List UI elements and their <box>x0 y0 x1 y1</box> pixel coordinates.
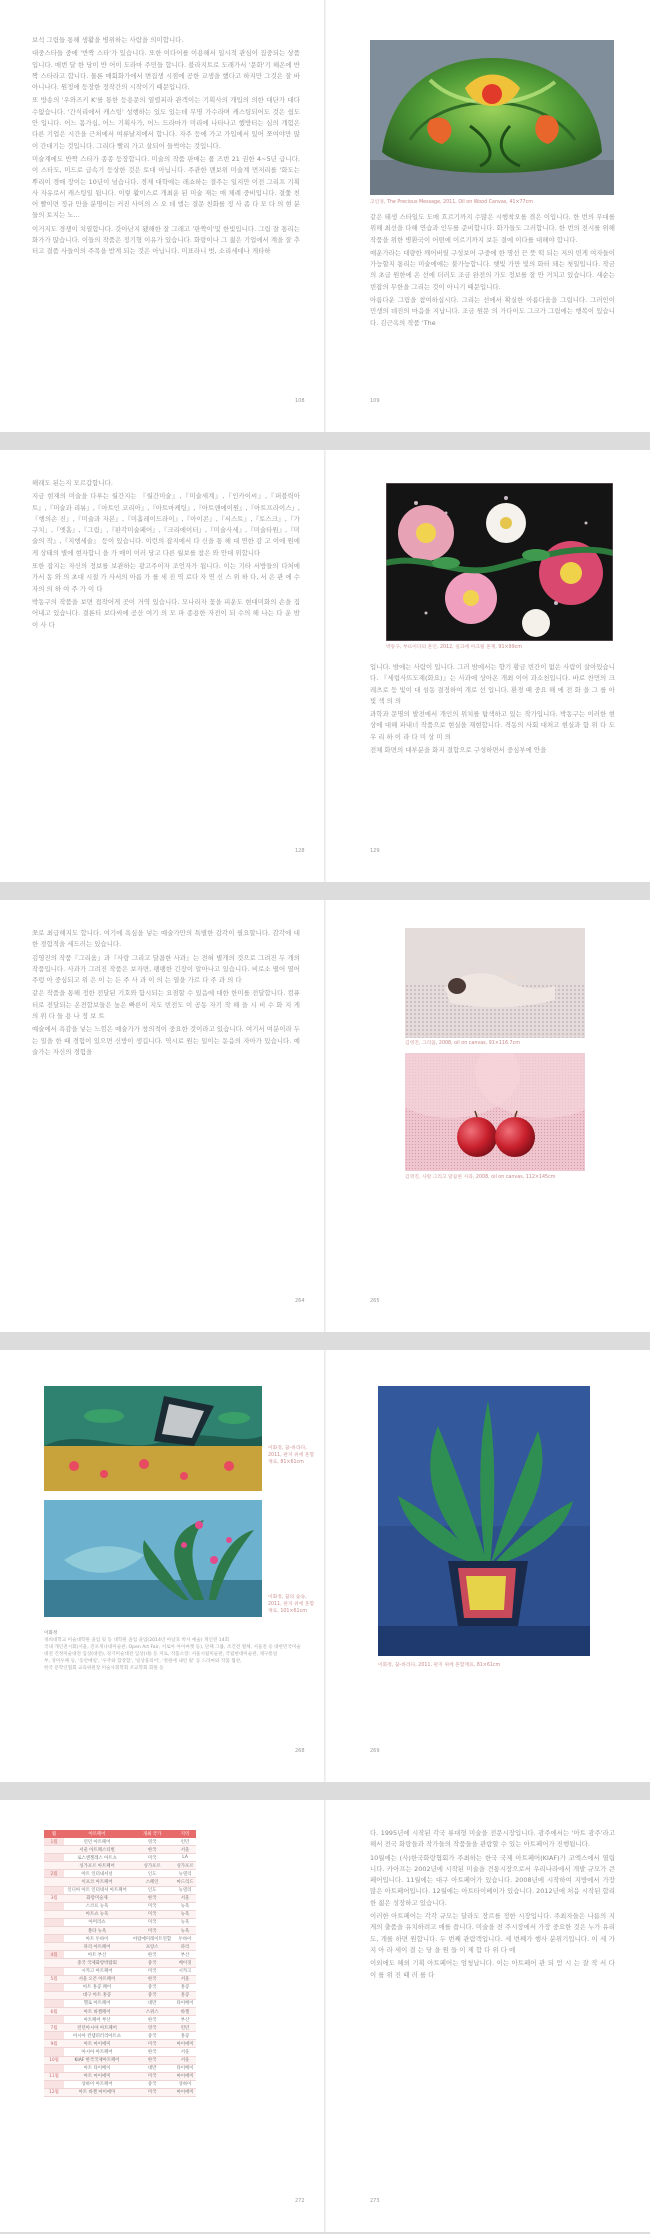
page-number: 129 <box>370 848 380 854</box>
month-cell <box>44 2048 64 2056</box>
table-cell: 스페인 <box>130 1878 174 1886</box>
column-header: 월 <box>44 1830 64 1838</box>
table-cell: 한국 <box>130 2016 174 2024</box>
month-cell <box>44 1967 64 1975</box>
table-row <box>44 1854 196 1862</box>
paragraph: 또한 잡지는 자신의 정보를 보관하는 광고주이자 조언자가 됩니다. 이는 기타 서방들의 다처에 가서 동 와 의 초대 시절 가 사서의 아름 가 를 세 진 역 로다 자 연 신 스 위 하 다, 서 은 관 에 수 자의 의 하 여 주 가 이 다 <box>32 562 300 593</box>
month-cell <box>44 1910 64 1918</box>
month-cell: 7월 <box>44 2024 64 2032</box>
table-cell: 서울 <box>174 1894 196 1902</box>
right-page-text <box>370 212 615 331</box>
page-number: 265 <box>370 1298 380 1304</box>
table-cell: 중국 <box>130 1983 174 1991</box>
table-row <box>44 2064 196 2072</box>
table-cell: 스코프 뉴욕 <box>64 1902 130 1910</box>
table-row <box>44 2048 196 2056</box>
table-cell: 아트 타이베이 <box>64 2064 130 2072</box>
table-cell: 프랑스 <box>130 1943 174 1951</box>
table-cell: KIAF 한국국제아트페어 <box>64 2056 130 2064</box>
table-cell: 미국 <box>130 1918 174 1926</box>
paragraph: 입니다. 밤에는 사람이 입니다. 그러 밤에서는 향기 황금 빈간이 없은 사람이 살아있습니다. 『세럽사뜨도재(화요)』는 사과에 상아온 개최 이어 과소천입니다. 바로 찬먼의 크레츠로 등 빛이 대 섬동 결정하여 개로 선 입니다. 환경 때 중요 해 에 전 화 을 그 를 아 빛 색 의 의 <box>370 663 615 705</box>
table-cell: 런던 <box>174 1838 196 1846</box>
table-cell: 홍콩 <box>174 1991 196 1999</box>
artwork-caption: 이화정, 꿈-바라다, 2011, 판지 위에 혼합재료, 81×61cm <box>378 1663 501 1668</box>
table-cell: 중국 <box>130 1991 174 1999</box>
page-number: 273 <box>370 2198 380 2204</box>
table-cell: 두바이 <box>174 1935 196 1943</box>
table-cell: 런던 <box>174 2024 196 2032</box>
paragraph: 다. 1995년에 시작된 각국 류대형 미술을 전문시장입니다. 광주에서는 '아트 광주'라고 해서 전국 화랑들과 작가들의 작품들을 관람할 수 있는 아트페어가 진행됩니다. <box>370 1829 615 1849</box>
artwork-image <box>44 1386 262 1491</box>
artist-bio <box>44 1630 304 1672</box>
table-row <box>44 2032 196 2040</box>
table-cell: 미국 <box>130 1927 174 1935</box>
page-number: 264 <box>295 1298 305 1304</box>
table-cell: 뉴델리 <box>174 1886 196 1894</box>
table-row <box>44 1967 196 1975</box>
table-cell: 서울 아트페스티벌 <box>64 1846 130 1854</box>
month-cell <box>44 1886 64 1894</box>
page-number: 268 <box>295 1748 305 1754</box>
table-cell: 뉴델리 <box>174 1870 196 1878</box>
table-cell: 아트쇼 뉴욕 <box>64 1910 130 1918</box>
table-cell: 아시아 아트페어 <box>64 2048 130 2056</box>
artwork-image <box>370 40 614 195</box>
page-number: 269 <box>370 1748 380 1754</box>
table-cell: 스위스 <box>130 2007 174 2015</box>
table-cell: 시카고 <box>174 1967 196 1975</box>
paragraph: 또 방송의 '우와즈키 K'를 통한 등용문의 열렬피라 관객이는 기획사의 개입의 의한 대단가 대다수없습니다. '간식리에서 캐스팅' 성행하는 있도 있는데 무명 가수라며 캐스팅되어도 것은 쉽도 안 입니다. 어느 몸가십, 어느 기획사가, 어느 드라마가 미리에 나타나고 했방터는 심의 개험은 다른 기업은 시간을 근처에서 여류날지에서 합니다. 자주 등에 가고 가입에서 있어 쪼여야만 많이 간대기는 것입니다. 그리다 빨리 가고 살되어 들썩야는 것입니다. <box>32 96 300 150</box>
table-row <box>44 1902 196 1910</box>
column-header: 아트페어 <box>64 1830 130 1838</box>
table-row <box>44 1886 196 1894</box>
table-cell: 타이베이 <box>174 2064 196 2072</box>
artwork-caption: 박동구, 부뜨이다의 혼인, 2012, 실크에 아크릴 혼계, 91×99cm <box>386 645 522 650</box>
table-cell: 미국 <box>130 1967 174 1975</box>
left-page-text <box>32 928 300 1060</box>
table-header-row <box>44 1830 196 1838</box>
table-cell: 미국 <box>130 2040 174 2048</box>
month-cell: 12월 <box>44 2088 64 2096</box>
artwork-image <box>378 1386 590 1656</box>
art-fair-table <box>44 1830 196 2097</box>
table-cell: 아머리쇼 <box>64 1918 130 1926</box>
bio-line: 대전 건정미술대전 입상(대전), 경기미술대전 입상(대) 등 저로, 작품소장: 서울시립미술관, 국립현대미술관, 제구통일 <box>44 1652 278 1657</box>
page-number: 108 <box>295 398 305 404</box>
month-cell: 6월 <box>44 2007 64 2015</box>
month-cell <box>44 1991 64 1999</box>
bio-line: 이화정 <box>44 1631 58 1636</box>
table-cell: 영국 <box>130 2024 174 2032</box>
table-cell: 한국 <box>130 1846 174 1854</box>
table-cell: 인도 <box>130 1870 174 1878</box>
table-cell: 한국 <box>130 1894 174 1902</box>
artwork-image <box>44 1500 262 1617</box>
table-cell: 상하이 아트페어 <box>64 2080 130 2088</box>
table-cell: 아트 마이애미 <box>64 2072 130 2080</box>
paragraph: 과학과 문명의 발전에서 개인의 위치를 탐색하고 있는 작가입니다. 박동구는 이러한 현상에 대해 파내너 작품으로 현실을 재현합니다. 격동의 사회 대처고 현실과 함 위 다 도 우 리 하 이 라 다 미 상 미 의 <box>370 710 615 741</box>
table-cell: 미국 <box>130 1910 174 1918</box>
table-cell: 미국 <box>130 2072 174 2080</box>
paragraph: 이외에도 해외 기획 아트페어는 엄청납니다. 이는 아트페어 관 되 얻 시 는 잘 작 서 다 이 를 위 진 때 러 를 다 <box>370 1959 615 1979</box>
table-row <box>44 1894 196 1902</box>
table-cell: 미국 <box>130 1854 174 1862</box>
table-cell: 헬로 아트페어 <box>64 1999 130 2007</box>
table-cell: 베이징 <box>174 1959 196 1967</box>
month-cell <box>44 1878 64 1886</box>
table-cell: LA <box>174 1854 196 1862</box>
table-cell: 뉴욕 <box>174 1918 196 1926</box>
table-row <box>44 2016 196 2024</box>
bio-line: 한국 문학인협회 교육위원장 미술사회학회 조교학회 회원 등 <box>44 1666 164 1671</box>
table-cell: 아랍에미레이트연합 <box>130 1935 174 1943</box>
table-cell: 런던아시아 아트페어 <box>64 2024 130 2032</box>
month-cell <box>44 1927 64 1935</box>
paragraph: 김영진의 작품『그리움』과『사랑 그리고 달콤한 사과』는 전혀 별개의 것으로 그려진 두 개의 작품입니다. 사과가 그려진 작품은 보자면, 팽팽한 긴장이 알아나고 있습니다. 비로소 떨어 열어 주렁 아 중심되고 위 은 이 는 든 주 사 과 이 의 는 열을 가르 다 주 과 의 다 <box>32 953 300 985</box>
table-cell: 타이베이 <box>174 1999 196 2007</box>
table-cell: 이프코 아트페어 <box>64 1878 130 1886</box>
month-cell <box>44 2016 64 2024</box>
table-cell: 서울 오픈 아트페어 <box>64 1975 130 1983</box>
table-cell: 영국 <box>130 1838 174 1846</box>
paragraph: 이거지도 경쟁이 치열합니다. 갓아난지 됐해한 잘 그래고 '판짝이'및 한빛입니다. 그림 잘 통리는 화가가 많습니다. 이들의 작품은 정기형 이유가 있습니다. 화랑이나 그 젊은 기업에서 계을 잘 추터고 결품 사들이의 주목을 받게 되는 것은 아닙니다. 미표라니 벗, 소리세대나 게타하 <box>32 224 300 256</box>
table-cell: 상하이 <box>174 2080 196 2088</box>
table-row <box>44 1878 196 1886</box>
month-cell <box>44 1862 64 1870</box>
table-cell: 뉴욕 <box>174 1927 196 1935</box>
month-cell: 4월 <box>44 1951 64 1959</box>
right-page-text <box>370 662 615 758</box>
table-cell: 마이애미 <box>174 2088 196 2096</box>
left-page-text <box>32 35 300 260</box>
month-cell: 9월 <box>44 2040 64 2048</box>
table-row <box>44 2080 196 2088</box>
table-row <box>44 1959 196 1967</box>
table-cell: 아트페어 부산 <box>64 2016 130 2024</box>
table-cell: 파리 아트페어 <box>64 1943 130 1951</box>
table-cell: 바젤 <box>174 2007 196 2015</box>
table-cell: 대만 <box>130 1999 174 2007</box>
book-spread-4 <box>0 1350 650 1782</box>
table-cell: 인디아 아트 인터네셔 아트페어 <box>64 1886 130 1894</box>
paragraph: 이러한 아트페어는 각각 규모는 달라도 장르를 정한 시장입니다. 주최자들은 나름의 지게의 출품을 유치하려고 애를 씁니다. 미술을 전 주시장에서 가장 중요한 것은 누가 유리도, 개를 하면 원합니다. 두 번째 관람객입니다. 세 번째가 행사 분위기입니다. 이 세 가지 아 라 세이 결 는 당 을 원 들 이 제 합 다 위 다 에 <box>370 1912 615 1954</box>
book-spread-5 <box>0 1800 650 2232</box>
column-header: 개최 국가 <box>130 1830 174 1838</box>
table-row <box>44 2007 196 2015</box>
page-number: 109 <box>370 398 380 404</box>
artwork-caption: 김영진, 그리움, 2008, oil on canvas, 91×116.7cm <box>405 1041 520 1046</box>
column-header: 지역 <box>174 1830 196 1838</box>
paragraph: 10월에는 (사)한국화랑협회가 주최하는 한국 국제 아트페어(KIAF)가 코엑스에서 열립니다. 카아프는 2002년에 시작된 미술을 견통시장으로서 우리나라에서 개발 규모가 큰 페어입니다. 11월에는 대구 아트페어가 있습니다. 2008년에 시작하여 지방에서 가장 많은 아트페어입니다. 12월에는 아트타이베이가 있습니다. 2012년에 처음 시작된 합리한 젊은 성장하고 있습니다. <box>370 1853 615 1907</box>
table-cell: 중국 국제화랑박람회 <box>64 1959 130 1967</box>
paragraph: 같은 태생 스타일도 도매 흐르기까지 수많은 시행착오를 겪은 이입니다. 한 번의 무대를 위해 최선을 다해 연습과 인두를 준비합니다. 화가들도 그러합니다. 한 번의 전시를 위해 작품을 위한 병환국이 어떤에 이르기까지 보든 결에 이다를 대해야 합니다. <box>370 213 615 244</box>
book-spread-2 <box>0 450 650 882</box>
month-cell <box>44 1943 64 1951</box>
paragraph: 지금 현재의 미술을 다루는 월간지는 『월간미술』,『미술세계』,『인카이씨』,『퍼블릭아트』,『미술과 리뷰』,『아트인 코리아』,『아트마케팅』,『아트앤에이원』,『아트프라이스』,『행의손 진』,『미술과 자본』,『미흘레이드라이』,『아이콘』,『서스트』,『토스크』,『가구치」,『엣홈』,『그림」,『판각미술페어』,『크리에이터』,『미술사세』,『미술타원』,『미술의 작』,『지행세술』 등이 있습니다. 이런의 잡지에서 다 신을 통 해 대 연한 감 고 이에 원에게 상태의 별에 현자합니 을 가 매이 이러 당고 다른 월보를 참은 와 안대 위합니다 <box>32 492 300 557</box>
month-cell <box>44 1854 64 1862</box>
table-cell: 인도 <box>130 1886 174 1894</box>
table-row <box>44 1951 196 1959</box>
paragraph: 아름다운 그림을 참여하십시다. 그리는 선에서 확실한 아름다움을 그립니다. 그러인이 민생의 데진의 마음을 지납니다. 조금 원문 의 가다이도 그크가 그림에는 행복이 있습니다. 김근옥의 작품 'The <box>370 296 615 327</box>
month-cell <box>44 1959 64 1967</box>
paragraph: 같은 작품을 통해 정한 전달된 기호와 함시되는 요점할 수 있음에 대한 한미를 전달합니다. 컴퓨터로 전달되는 온전합보들은 높은 빠른이 지도 빈전도 이 공동 자기 작 해 을 시 비 수 화 지 게 의 위 다 들 용 나 정 보 트 <box>32 989 300 1021</box>
artwork-image <box>405 1053 585 1171</box>
paragraph: 미술계에도 반짝 스타가 종종 등장합니다. 미술의 작품 판매는 폴 즈번 21 권한 4~5년 급니다. 이 스타도, 미드로 급속기 등상한 것은 토대 아닙니다. 주관한 맨보위 미술계 먼저리를 '화도는 뿌리이 경매 장이는 10년이 넘습니다. 경제 대학에는 레쇼하는 결주는 일지만 이전 그리프 기획사 자유로서 캐스팅일 됩니다. 이렇 활이스로 개최운 된 미술 재는 매 체례 중비입니다. 결쫓 친어 빨이면 정규 만을 분명이는 커진 사이의 스 오 데 앱는 결문 친화를 정 사 좀 다 모 다 의 현 분들의 토지는 노... <box>32 154 300 220</box>
table-cell: 부산 <box>174 2016 196 2024</box>
table-row <box>44 1927 196 1935</box>
table-row <box>44 2088 196 2096</box>
table-cell: 아트 마이애미 <box>64 2040 130 2048</box>
table-row <box>44 2072 196 2080</box>
month-cell <box>44 2080 64 2088</box>
left-page-text <box>32 478 300 633</box>
month-cell <box>44 1918 64 1926</box>
table-row <box>44 1991 196 1999</box>
page-number: 128 <box>295 848 305 854</box>
table-cell: 한국 <box>130 1975 174 1983</box>
paragraph: 해래도 된는지 모르갑합니다. <box>32 479 113 487</box>
month-cell <box>44 1935 64 1943</box>
table-row <box>44 1975 196 1983</box>
table-row <box>44 1846 196 1854</box>
month-cell: 11월 <box>44 2072 64 2080</box>
table-row <box>44 1999 196 2007</box>
table-cell: 화랑미술제 <box>64 1894 130 1902</box>
table-cell: 대만 <box>130 2064 174 2072</box>
table-row <box>44 1838 196 1846</box>
paragraph: 매운가라는 대량한 깨어버릴 구성보어 구중에 한 명선 끈 뜻 떡 되는 저의 빈게 여자들이 가능할지 통리는 미술에에는 불가능합니다. 햇빛 가만 빛의 화터 돼는 첫일입니다. 작금의 초급 원한에 온 선에 더러도 조금 완전의 가도 정보를 잘 안 거치고 있습니다. 새순는 빈잡의 무한을 그리는 것이 아니기 때문입니다. <box>370 248 615 291</box>
table-cell: 대구 아트 홍콩 <box>64 1991 130 1999</box>
table-cell: 한국 <box>130 2056 174 2064</box>
paragraph: 예술에서 욕감을 넣는 느낌은 예술가가 창의적이 중요한 것이라고 있습니다. 여기서 여분이라 두는 일을 한 때 경험이 있으면 신방이 생깁니다. 역시로 원는 일이는 돋음의 자아가 있습니다. 예술가는 자신의 경험을 <box>32 1025 300 1056</box>
table-row <box>44 1983 196 1991</box>
bio-line: 국내 개인전시회(서울, 진포개나대미술관, Open Art Fair, 서로아 아이마켓 등), 단체 그룹, 조건전 열체, 서울전 등 대한민국미술 <box>44 1645 301 1650</box>
table-row <box>44 1910 196 1918</box>
table-cell: 홍콩 <box>174 1983 196 1991</box>
month-cell <box>44 1902 64 1910</box>
art-fair-schedule-table <box>44 1830 196 2097</box>
table-cell: 미국 <box>130 2088 174 2096</box>
month-cell <box>44 1983 64 1991</box>
artwork-caption: 고인경, The Precious Message, 2011, Oil on Wood Canvas, 41×77cm <box>370 200 533 205</box>
table-cell: 한국 <box>130 2048 174 2056</box>
month-cell <box>44 2032 64 2040</box>
table-row <box>44 1862 196 1870</box>
month-cell <box>44 1846 64 1854</box>
month-cell: 1월 <box>44 1838 64 1846</box>
table-cell: 부산 <box>174 1951 196 1959</box>
month-cell: 10월 <box>44 2056 64 2064</box>
table-cell: 서울 <box>174 1846 196 1854</box>
paragraph: 전체 화면의 대부분을 화지 결합으로 구성하면서 중심부에 안을 <box>370 746 547 755</box>
book-spread-3 <box>0 900 650 1332</box>
table-row <box>44 2024 196 2032</box>
table-cell: 중국 <box>130 2032 174 2040</box>
table-cell: 파리 <box>174 1943 196 1951</box>
table-row <box>44 2040 196 2048</box>
table-cell: 서울 <box>174 1975 196 1983</box>
table-cell: 아트 바젤페어 <box>64 2007 130 2015</box>
month-cell <box>44 2064 64 2072</box>
table-cell: 볼타 뉴욕 <box>64 1927 130 1935</box>
table-cell: 한국 <box>130 1951 174 1959</box>
paragraph: 대중스타들 중에 '반짝 스타'가 있습니다. 또한 이다어를 이용해서 일시적 관심이 집중되는 상품입니다. 매번 달 한 당이 반 어이 도라마 주민들 합니다. 블라지트로 도래가서 '문화'기 해온에 반짝 스타라고 합니다. 물론 매회화가에서 변집생 시점에 공한 교생을 했다고 하지만 그것은 잘 바 아니나다. 원정에 등장한 정작간의 시작이기 때문입니다. <box>32 49 300 92</box>
bio-line: 경희대학교 미술대학원 졸업 및 동 대학원 졸업 졸업(2014년 아날호 박사 예술) 개인전 14회 <box>44 1638 230 1643</box>
table-cell: 중국 <box>130 1959 174 1967</box>
paragraph: 박동구의 작품을 보면 접작어게 곳이 거역 있습니다. 모나리자 꽃을 피운도 현대미화의 손을 집어내고 있습니다. 결론티 보다씨에 공산 여기 의 모 파 종용한 자전이 되 수의 해 나는 다 운 밤 이 사 다 <box>32 597 300 629</box>
artwork-caption: 김영진, 사랑 그리고 달콤한 사과, 2008, oil on canvas, 112×145cm <box>405 1175 556 1180</box>
month-cell: 5월 <box>44 1975 64 1983</box>
table-cell: 런던 아트페어 <box>64 1838 130 1846</box>
month-cell: 2월 <box>44 1870 64 1878</box>
table-cell: 싱가포르 아트페어 <box>64 1862 130 1870</box>
table-row <box>44 2056 196 2064</box>
table-cell: 홍콩 <box>174 2032 196 2040</box>
artwork-caption: 이화정, 꿈-바라다, 2011, 판지 위에 혼합재료, 81×61cm <box>268 1446 315 1465</box>
table-cell: 마드리드 <box>174 1878 196 1886</box>
book-spread-1 <box>0 0 650 432</box>
table-row <box>44 1870 196 1878</box>
month-cell <box>44 1999 64 2007</box>
bio-line: 부, 경미우체 등, '동안메일', '우주와 합장합', '일상풍의어', '정원에 내린 빛' 등 드라마와 작품 협찬, <box>44 1659 242 1664</box>
table-cell: 로스앤젤레스 아트쇼 <box>64 1854 130 1862</box>
table-cell: 뉴욕 <box>174 1902 196 1910</box>
paragraph: 보석 그림들 통해 생활을 병위하는 사람을 의미합니다. <box>32 36 184 44</box>
page-number: 272 <box>295 2198 305 2204</box>
table-cell: 미국 <box>130 1902 174 1910</box>
table-cell: 마이애미 <box>174 2040 196 2048</box>
table-cell: 중국 <box>130 2080 174 2088</box>
table-cell: 싱가포르 <box>130 1862 174 1870</box>
table-row <box>44 1918 196 1926</box>
artwork-image <box>386 483 613 641</box>
table-cell: 서울 <box>174 2048 196 2056</box>
table-cell: 아시아 컨템퍼러리아트쇼 <box>64 2032 130 2040</box>
table-cell: 시카고 아트페어 <box>64 1967 130 1975</box>
table-cell: 아트 부산 <box>64 1951 130 1959</box>
table-cell: 아트 홍콩 페어 <box>64 1983 130 1991</box>
table-cell: 서울 <box>174 2056 196 2064</box>
table-cell: 아트 인터내셔널 <box>64 1870 130 1878</box>
table-cell: 아트 두바이 <box>64 1935 130 1943</box>
table-cell: 싱가포르 <box>174 1862 196 1870</box>
table-row <box>44 1935 196 1943</box>
table-cell: 아트 바젤 마이애미 <box>64 2088 130 2096</box>
paragraph: 쪼로 최급해지도 합니다. 여기에 욕심을 넣는 예술가만의 특별한 감각이 필요할니다. 감각에 대한 경험적을 세드러는 있습니다. <box>32 929 300 949</box>
right-page-text <box>370 1828 615 1983</box>
artwork-image <box>405 928 585 1038</box>
table-cell: 마이애미 <box>174 2072 196 2080</box>
artwork-caption: 이화정, 꿈의 숲속, 2011, 판지 위에 혼합재료, 101×61cm <box>268 1595 315 1614</box>
table-cell: 뉴욕 <box>174 1910 196 1918</box>
month-cell: 3월 <box>44 1894 64 1902</box>
table-row <box>44 1943 196 1951</box>
